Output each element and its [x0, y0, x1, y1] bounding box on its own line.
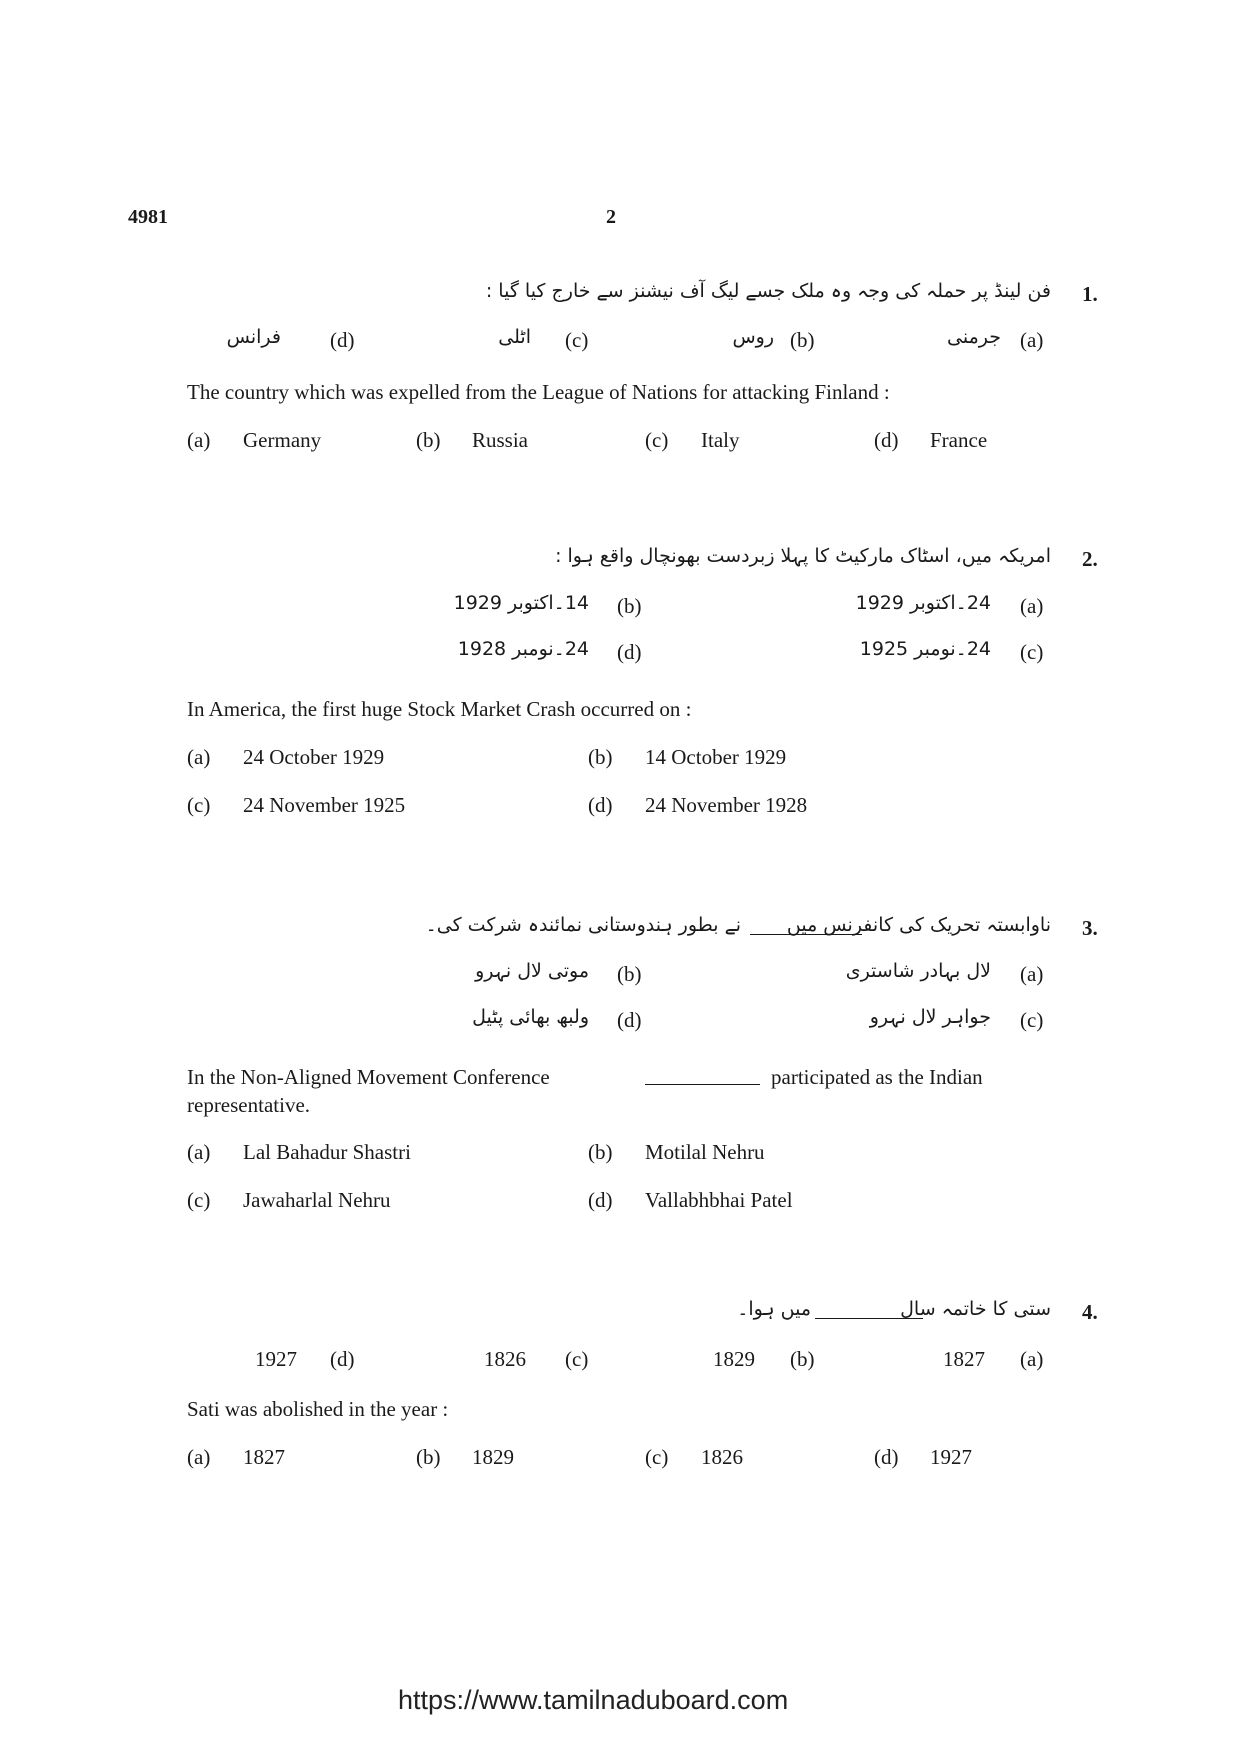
- question-1-urdu-text: فن لینڈ پر حملہ کی وجہ وہ ملک جسے لیگ آف نیشنز سے خارج کیا گیا :: [485, 280, 1051, 302]
- q2-option-c-text: 24 November 1925: [243, 793, 406, 817]
- page-number: 2: [606, 206, 616, 228]
- question-4-urdu-text-1: ستی کا خاتمہ سال: [900, 1298, 1051, 1320]
- q2-urdu-option-a-label: (a): [1020, 594, 1044, 618]
- question-3-urdu-blank: [750, 934, 862, 935]
- q3-urdu-option-c-label: (c): [1020, 1008, 1044, 1032]
- q1-urdu-option-d-text: فرانس: [226, 326, 281, 348]
- question-3-english-text-3: representative.: [187, 1093, 311, 1117]
- q3-option-b-text: Motilal Nehru: [645, 1140, 765, 1164]
- question-1-english-text: The country which was expelled from the League of Nations for attacking Finland :: [187, 380, 890, 404]
- q4-urdu-option-d-label: (d): [330, 1347, 355, 1371]
- q1-option-d-text: France: [930, 428, 988, 452]
- q3-option-c-text: Jawaharlal Nehru: [243, 1188, 391, 1212]
- q2-urdu-option-b-label: (b): [617, 594, 642, 618]
- q1-option-a-label: (a): [187, 428, 211, 452]
- q4-urdu-option-c-text: 1826: [484, 1347, 526, 1371]
- q3-option-a-text: Lal Bahadur Shastri: [243, 1140, 411, 1164]
- question-4-english-text: Sati was abolished in the year :: [187, 1397, 449, 1421]
- q4-urdu-option-a-text: 1827: [943, 1347, 985, 1371]
- q2-urdu-option-d-text: 24۔نومبر 1928: [457, 638, 589, 660]
- paper-code: 4981: [128, 206, 168, 228]
- q2-option-b-label: (b): [588, 745, 613, 769]
- q3-option-a-label: (a): [187, 1140, 211, 1164]
- q3-urdu-option-d-label: (d): [617, 1008, 642, 1032]
- q1-option-b-text: Russia: [472, 428, 529, 452]
- q2-urdu-option-c-text: 24۔نومبر 1925: [859, 638, 991, 660]
- q1-urdu-option-b-text: روس: [732, 326, 774, 348]
- q4-option-c-label: (c): [645, 1445, 669, 1469]
- q1-option-b-label: (b): [416, 428, 441, 452]
- q1-option-c-text: Italy: [701, 428, 740, 452]
- question-4-urdu-text-2: میں ہوا۔: [737, 1298, 811, 1320]
- question-1-number: 1.: [1082, 282, 1098, 306]
- q1-urdu-option-c-text: اٹلی: [498, 326, 531, 348]
- q1-option-c-label: (c): [645, 428, 669, 452]
- q2-option-c-label: (c): [187, 793, 211, 817]
- q1-urdu-option-a-label: (a): [1020, 328, 1044, 352]
- question-3-english-blank: [645, 1084, 760, 1085]
- question-3-urdu-text-1: ناوابستہ تحریک کی کانفرنس میں: [786, 914, 1051, 936]
- q4-option-b-text: 1829: [472, 1445, 514, 1469]
- q3-urdu-option-a-text: لال بہادر شاستری: [845, 960, 991, 982]
- q2-urdu-option-a-text: 24۔اکتوبر 1929: [855, 592, 991, 614]
- q4-urdu-option-b-text: 1829: [713, 1347, 755, 1371]
- question-3-number: 3.: [1082, 916, 1098, 940]
- q2-urdu-option-d-label: (d): [617, 640, 642, 664]
- q3-urdu-option-a-label: (a): [1020, 962, 1044, 986]
- q2-urdu-option-c-label: (c): [1020, 640, 1044, 664]
- q1-urdu-option-b-label: (b): [790, 328, 815, 352]
- q1-option-a-text: Germany: [243, 428, 322, 452]
- question-3-english-text-2: participated as the Indian: [771, 1065, 983, 1089]
- q3-urdu-option-d-text: ولبھ بھائی پٹیل: [472, 1006, 589, 1028]
- q2-option-a-text: 24 October 1929: [243, 745, 385, 769]
- q2-option-d-text: 24 November 1928: [645, 793, 808, 817]
- q4-option-d-text: 1927: [930, 1445, 972, 1469]
- q1-urdu-option-d-label: (d): [330, 328, 355, 352]
- q2-option-a-label: (a): [187, 745, 211, 769]
- q4-option-a-text: 1827: [243, 1445, 285, 1469]
- q1-urdu-option-c-label: (c): [565, 328, 589, 352]
- question-4-number: 4.: [1082, 1300, 1098, 1324]
- q3-urdu-option-c-text: جواہر لال نہرو: [869, 1006, 991, 1028]
- question-2-number: 2.: [1082, 547, 1098, 571]
- q4-option-b-label: (b): [416, 1445, 441, 1469]
- q2-urdu-option-b-text: 14۔اکتوبر 1929: [453, 592, 589, 614]
- q4-urdu-option-c-label: (c): [565, 1347, 589, 1371]
- q1-urdu-option-a-text: جرمنی: [947, 326, 1001, 348]
- q3-option-d-label: (d): [588, 1188, 613, 1212]
- question-3-urdu-text-2: نے بطور ہندوستانی نمائندہ شرکت کی۔: [425, 914, 741, 936]
- q4-option-d-label: (d): [874, 1445, 899, 1469]
- q2-option-d-label: (d): [588, 793, 613, 817]
- question-4-urdu-blank: [815, 1318, 923, 1319]
- q3-option-d-text: Vallabhbhai Patel: [645, 1188, 793, 1212]
- footer-url[interactable]: https://www.tamilnaduboard.com: [398, 1685, 789, 1715]
- question-3-english-text-1: In the Non-Aligned Movement Conference: [187, 1065, 550, 1089]
- q4-urdu-option-b-label: (b): [790, 1347, 815, 1371]
- q4-option-c-text: 1826: [701, 1445, 743, 1469]
- question-2-english-text: In America, the first huge Stock Market Crash occurred on :: [187, 697, 692, 721]
- question-2-urdu-text: امریکہ میں، اسٹاک مارکیٹ کا پہلا زبردست بھونچال واقع ہوا :: [555, 545, 1051, 567]
- q3-option-c-label: (c): [187, 1188, 211, 1212]
- q3-urdu-option-b-text: موتی لال نہرو: [475, 960, 589, 982]
- q4-urdu-option-d-text: 1927: [255, 1347, 297, 1371]
- q1-option-d-label: (d): [874, 428, 899, 452]
- q4-option-a-label: (a): [187, 1445, 211, 1469]
- q3-urdu-option-b-label: (b): [617, 962, 642, 986]
- q4-urdu-option-a-label: (a): [1020, 1347, 1044, 1371]
- q2-option-b-text: 14 October 1929: [645, 745, 787, 769]
- q3-option-b-label: (b): [588, 1140, 613, 1164]
